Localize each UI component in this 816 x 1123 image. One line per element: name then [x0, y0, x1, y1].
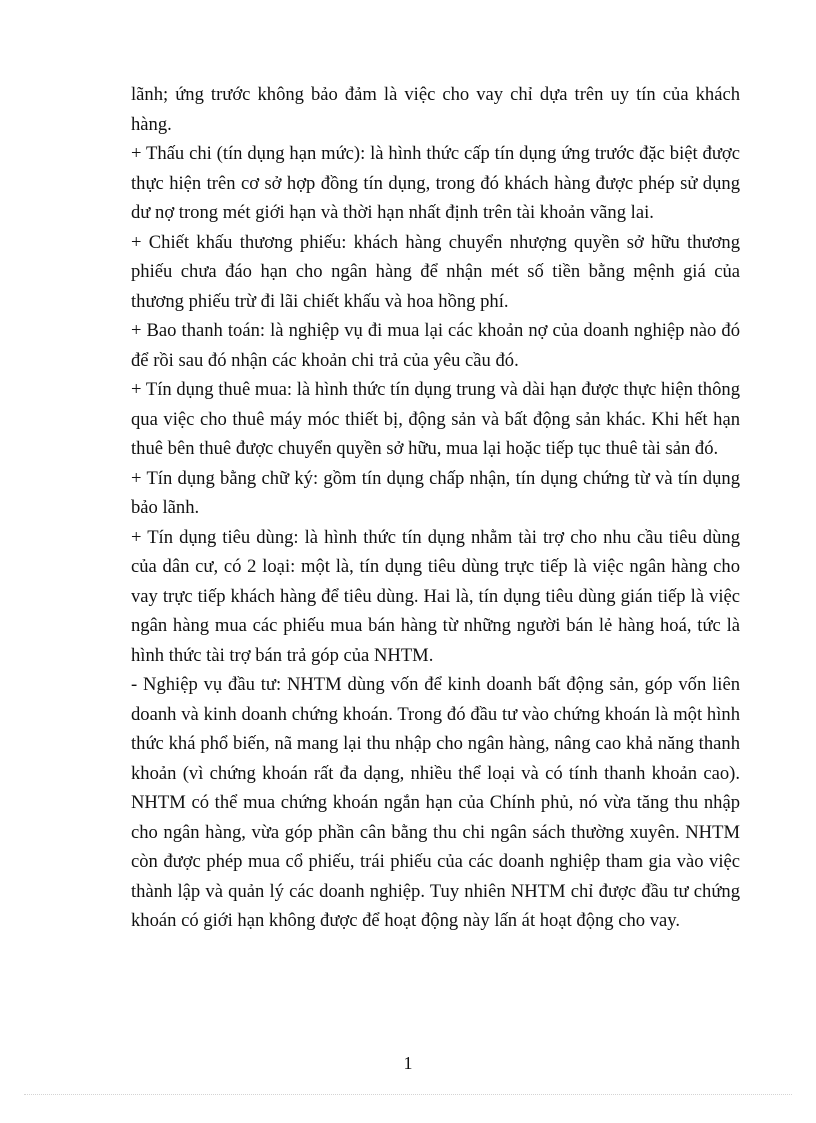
paragraph-consumer-credit: + Tín dụng tiêu dùng: là hình thức tín dụng nhằm tài trợ cho nhu cầu tiêu dùng của dân cư, có 2 loại: một là, tín dụng tiêu dùng trực tiếp là việc ngân hàng cho vay trực tiếp khách hàng để tiêu dùng. Hai là, tín dụng tiêu dùng gián tiếp là việc ngân hàng mua các phiếu mua bán hàng từ những người bán lẻ hàng hoá, tức là hình thức tài trợ bán trả góp của NHTM. [131, 526, 740, 666]
paragraph-signature-credit: + Tín dụng bằng chữ ký: gồm tín dụng chấp nhận, tín dụng chứng từ và tín dụng bảo lãnh. [131, 467, 740, 518]
document-body [131, 80, 740, 936]
page-number: 1 [403, 1053, 413, 1073]
paragraph-unsecured-advance-continuation: lãnh; ứng trước không bảo đảm là việc cho vay chỉ dựa trên uy tín của khách hàng. [131, 84, 740, 135]
paragraph-investment-operations: - Nghiệp vụ đầu tư: NHTM dùng vốn để kinh doanh bất động sản, góp vốn liên doanh và kinh doanh chứng khoán. Trong đó đầu tư vào chứng khoán là một hình thức khá phổ biến, nã mang lại thu nhập cho ngân hàng, nâng cao khả năng thanh khoản (vì chứng khoán rất đa dạng, nhiều thể loại và có tính thanh khoản cao). NHTM có thể mua chứng khoán ngắn hạn của Chính phủ, nó vừa tăng thu nhập cho ngân hàng, vừa góp phần cân bằng thu chi ngân sách thường xuyên. NHTM còn được phép mua cổ phiếu, trái phiếu của các doanh nghiệp tham gia vào việc thành lập và quản lý các doanh nghiệp. Tuy nhiên NHTM chỉ được đầu tư chứng khoán có giới hạn không được để hoạt động này lấn át hoạt động cho vay. [131, 674, 740, 931]
paragraph-factoring: + Bao thanh toán: là nghiệp vụ đi mua lại các khoản nợ của doanh nghiệp nào đó để rồi sau đó nhận các khoản chi trả của yêu cầu đó. [131, 320, 740, 371]
paragraph-leasing: + Tín dụng thuê mua: là hình thức tín dụng trung và dài hạn được thực hiện thông qua việc cho thuê máy móc thiết bị, động sản và bất động sản khác. Khi hết hạn thuê bên thuê được chuyển quyền sở hữu, mua lại hoặc tiếp tục thuê tài sản đó. [131, 379, 740, 459]
paragraph-bill-discounting: + Chiết khấu thương phiếu: khách hàng chuyển nhượng quyền sở hữu thương phiếu chưa đáo hạn cho ngân hàng để nhận mét số tiền bằng mệnh giá của thương phiếu trừ đi lãi chiết khấu và hoa hồng phí. [131, 231, 740, 312]
page-bottom-divider [24, 1094, 792, 1095]
paragraph-overdraft: + Thấu chi (tín dụng hạn mức): là hình thức cấp tín dụng ứng trước đặc biệt được thực hiện trên cơ sở hợp đồng tín dụng, trong đó khách hàng được phép sử dụng dư nợ trong mét giới hạn và thời hạn nhất định trên tài khoản vãng lai. [131, 143, 740, 223]
